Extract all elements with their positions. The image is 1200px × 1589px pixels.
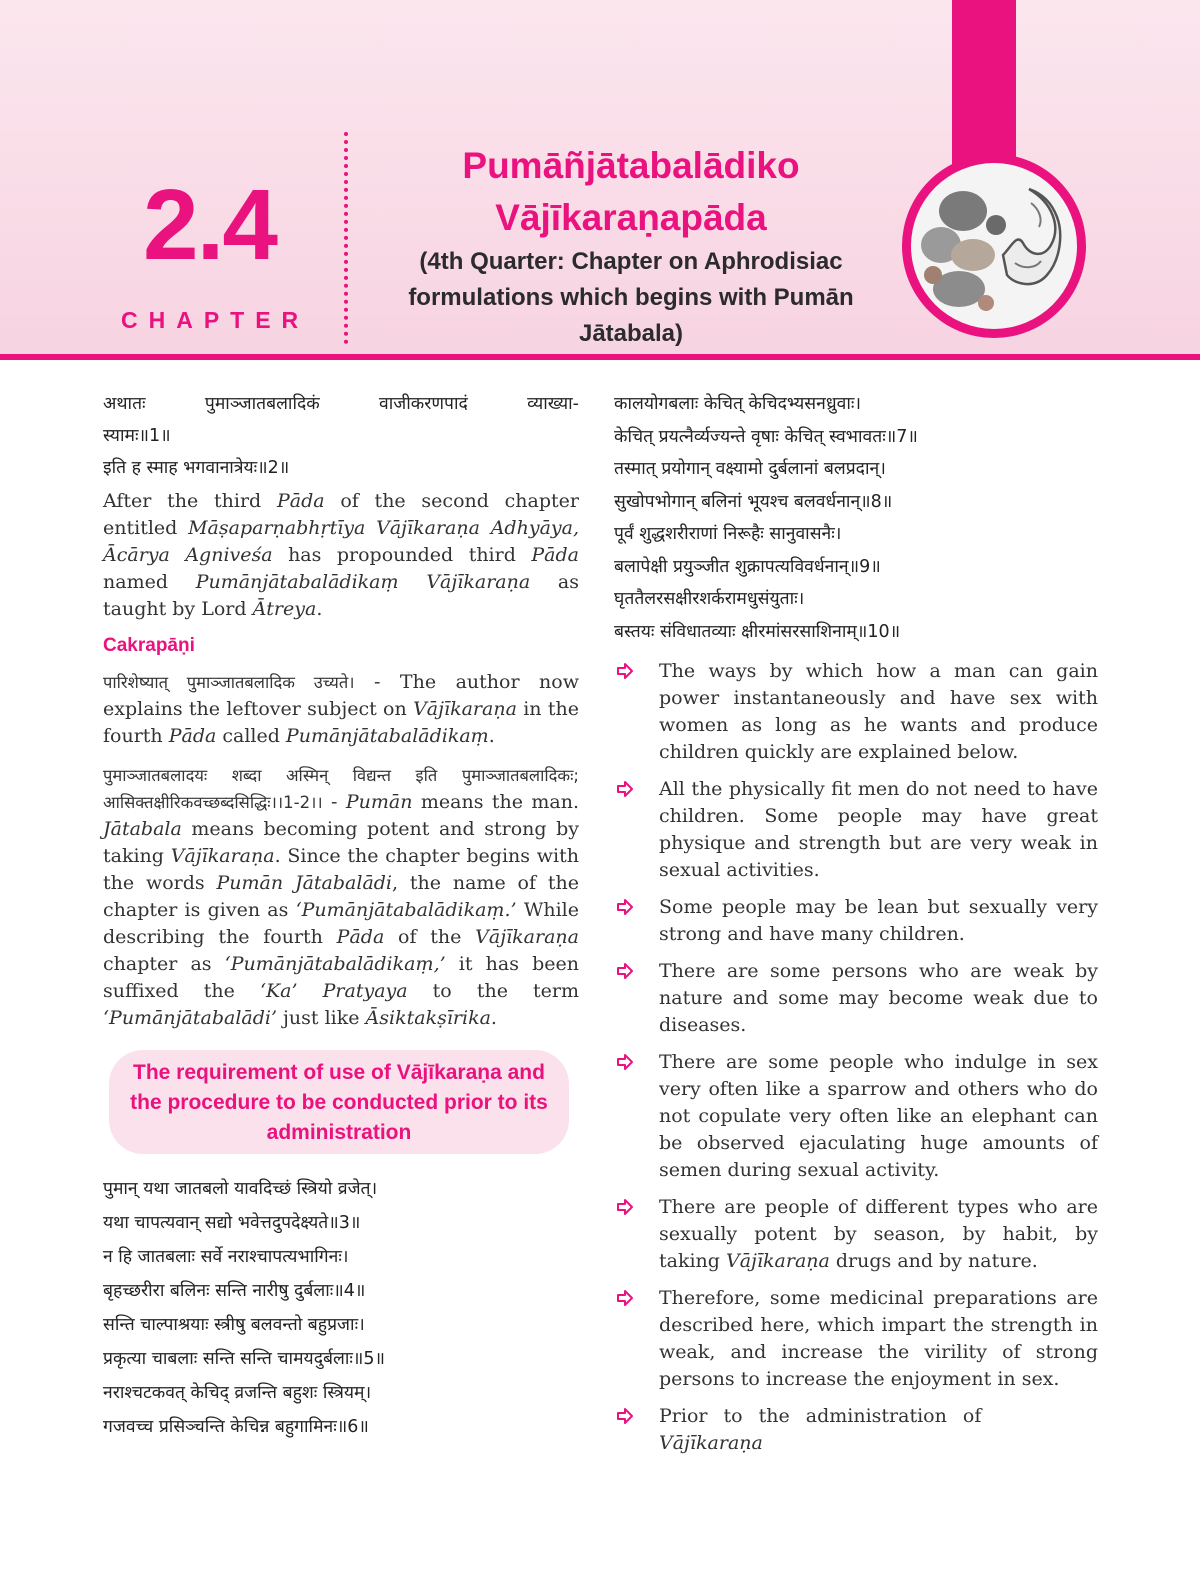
bullet-item: [614, 1049, 1098, 1184]
italic-term: Āsiktakṣīrika: [365, 1007, 491, 1029]
bullet-text: There are some people who indulge in sex very often like a sparrow and others who do not copulate very often like an elephant can be observed ejaculating huge amounts of semen during sexual activity.: [659, 1051, 1098, 1181]
bullet-text: Some people may be lean but sexually very strong and have many children.: [659, 896, 1098, 945]
section-heading-line: the procedure to be conducted prior to its: [130, 1091, 548, 1114]
italic-term: Vājīkaraṇa: [170, 845, 275, 867]
text-run: , the name of the chapter is given as: [103, 872, 579, 921]
bullet-text: [659, 1194, 1098, 1275]
chapter-emblem-image: [902, 154, 1086, 338]
arrow-bullet-icon: [616, 662, 634, 680]
italic-term: Pumānjātabalādikaṃ Vājīkaraṇa: [195, 571, 531, 593]
text-run: named: [103, 571, 196, 593]
text-run: drugs and by nature.: [829, 1250, 1038, 1272]
text-run: .: [490, 1007, 497, 1029]
text-run: to the term: [407, 980, 579, 1002]
commentary-paragraph-2: [103, 762, 579, 1032]
verse-line: कालयोगबलाः केचित् केचिदभ्यसनध्रुवाः।: [614, 394, 862, 414]
verse-1-line-b: स्यामः॥1॥: [103, 426, 171, 446]
section-heading-line: The requirement of use of Vājīkaraṇa and: [133, 1061, 545, 1084]
verse-line: बृहच्छरीरा बलिनः सन्ति नारीषु दुर्बलाः॥4॥: [103, 1281, 366, 1301]
italic-term: Pāda: [276, 490, 325, 512]
verse-line: नराश्चटकवत् केचिद् व्रजन्ति बहुशः स्त्रियम्।: [103, 1383, 372, 1403]
text-run: means the man.: [412, 791, 579, 813]
left-column: [103, 388, 579, 1444]
bullet-item: [614, 776, 1098, 884]
arrow-bullet-icon: [616, 1053, 634, 1071]
verse-block-3-6: [103, 1172, 579, 1444]
chapter-number: 2.4: [143, 169, 277, 281]
italic-term: ‘Pumānjātabalādikaṃ.’: [295, 899, 517, 921]
chapter-label: CHAPTER: [121, 307, 310, 333]
text-run: . Since the chapter begins with the words: [103, 845, 579, 894]
text-run: of the second chapter entitled: [103, 490, 579, 539]
section-heading-box: [109, 1050, 569, 1154]
chapter-subtitle-line1: (4th Quarter: Chapter on Aphrodisiac: [419, 248, 843, 275]
italic-term: Jātabala: [103, 818, 182, 840]
italic-term: Vājīkaraṇa: [659, 1432, 763, 1454]
text-run: means becoming potent and strong by taking: [103, 818, 579, 867]
text-run: -: [322, 791, 346, 813]
right-column: [614, 388, 1098, 1457]
chapter-title-block: [366, 140, 896, 352]
bullet-item: [614, 1403, 1098, 1457]
bullet-text: There are some persons who are weak by nature and some may become weak due to diseases.: [659, 960, 1098, 1036]
verse-line: तस्मात् प्रयोगान् वक्ष्यामो दुर्बलानां बलप्रदान्।: [614, 459, 886, 479]
intro-paragraph: [103, 488, 579, 623]
verse-line: न हि जातबलाः सर्वे नराश्चापत्यभागिनः।: [103, 1247, 349, 1267]
verse-word: वाजीकरणपादं: [379, 394, 468, 414]
text-run: called: [216, 725, 286, 747]
italic-term: Pumānjātabalādikaṃ: [285, 725, 489, 747]
text-run: has propounded third: [272, 544, 532, 566]
italic-term: ‘Pumānjātabalādikaṃ,’: [224, 953, 446, 975]
arrow-bullet-icon: [616, 1407, 634, 1425]
commentator-heading: Cakrapāṇi: [103, 635, 195, 656]
section-heading-line: administration: [266, 1121, 412, 1144]
text-run: as taught by Lord: [103, 571, 579, 620]
chapter-subtitle-line2: formulations which begins with Pumān: [408, 284, 854, 311]
sanskrit-quote: पारिशेष्यात् पुमाञ्जातबलादिक उच्यते।: [103, 673, 355, 692]
italic-term: Pumān: [345, 791, 413, 813]
text-run: just like: [277, 1007, 366, 1029]
verse-line: पुमान् यथा जातबलो यावदिच्छं स्त्रियो व्रजेत्।: [103, 1179, 378, 1199]
italic-term: Pāda: [168, 725, 217, 747]
italic-term: Vājīkaraṇa: [413, 698, 517, 720]
verse-2: इति ह स्माह भगवानात्रेयः॥2॥: [103, 458, 290, 478]
italic-term: ‘Ka’ Pratyaya: [259, 980, 408, 1002]
chapter-title-line1: Pumāñjātabalādiko: [462, 145, 800, 186]
italic-term: ‘Pumānjātabalādi’: [103, 1007, 277, 1029]
text-run: of the: [384, 926, 476, 948]
bullet-text: Therefore, some medicinal preparations are described here, which impart the strength in weak, and increase the virility of strong persons to increase the enjoyment in sex.: [659, 1287, 1098, 1390]
chapter-title-line2: Vājīkaraṇapāda: [495, 197, 767, 238]
verse-block-7-10: [614, 388, 1098, 648]
dotted-divider: [344, 132, 348, 344]
verse-line: यथा चापत्यवान् सद्यो भवेत्तदुपदेक्ष्यते॥3॥: [103, 1213, 361, 1233]
italic-term: Pumān Jātabalādi: [216, 872, 393, 894]
italic-term: Pāda: [531, 544, 579, 566]
verse-1-line-a: [103, 388, 579, 420]
verse-word: पुमाञ्जातबलादिकं: [204, 394, 320, 414]
verse-line: प्रकृत्या चाबलाः सन्ति सन्ति चामयदुर्बलाः॥5॥: [103, 1349, 386, 1369]
italic-term: Māṣaparṇabhṛtīya Vājīkaraṇa Adhyāya, Ācārya Agniveśa: [103, 517, 579, 566]
verse-word: अथातः: [103, 394, 146, 414]
arrow-bullet-icon: [616, 1198, 634, 1216]
verse-line: बस्तयः संविधातव्याः क्षीरमांसरसाशिनाम्॥10॥: [614, 621, 901, 642]
verse-line: सन्ति चाल्पाश्रयाः स्त्रीषु बलवन्तो बहुप्रजाः।: [103, 1315, 365, 1335]
bookmark-ribbon: [952, 0, 1016, 170]
verse-line: सुखोपभोगान् बलिनां भूयश्च बलवर्धनान्॥8॥: [614, 491, 893, 512]
chapter-header: [0, 0, 1200, 358]
bullet-text: The ways by which how a man can gain power instantaneously and have sex with women as long as he wants and produce children quickly are explained below.: [659, 660, 1098, 763]
text-run: - The author now explains the leftover subject on: [103, 671, 579, 720]
arrow-bullet-icon: [616, 780, 634, 798]
arrow-bullet-icon: [616, 898, 634, 916]
bullet-text: All the physically fit men do not need to have children. Some people may have great physique and strength but are very weak in sexual activities.: [659, 778, 1098, 881]
verse-line: गजवच्च प्रसिञ्चन्ति केचिन्न बहुगामिनः॥6॥: [103, 1417, 369, 1437]
bullet-item: [614, 658, 1098, 766]
text-run: After the third: [103, 490, 277, 512]
verse-word: व्याख्या-: [527, 394, 579, 414]
italic-term: Vājīkaraṇa: [726, 1250, 830, 1272]
sanskrit-quote: पुमाञ्जातबलादयः शब्दा अस्मिन् विद्यन्त इति पुमाञ्जातबलादिकः; आसिक्तक्षीरिकवच्छब्दसिद्धिः।।1-2।।: [103, 766, 579, 812]
arrow-bullet-icon: [616, 962, 634, 980]
text-run: While describing the fourth: [103, 899, 579, 948]
italic-term: Ātreya: [252, 598, 317, 620]
verse-line: केचित् प्रयत्नैर्व्यज्यन्ते वृषाः केचित् स्वभावतः॥7॥: [614, 426, 918, 447]
chapter-subtitle-line3: Jātabala): [578, 320, 684, 347]
verse-line: बलापेक्षी प्रयुञ्जीत शुक्रापत्यविवर्धनान्॥9॥: [614, 556, 881, 577]
text-run: .: [488, 725, 495, 747]
verse-line: घृततैलरसक्षीरशर्करामधुसंयुताः।: [614, 589, 805, 609]
text-run: in the fourth: [103, 698, 579, 747]
bullet-item: [614, 1285, 1098, 1393]
verse-line: पूर्वं शुद्धशरीराणां निरूहैः सानुवासनैः।: [614, 524, 842, 544]
bullet-item: [614, 958, 1098, 1039]
italic-term: Vājīkaraṇa: [475, 926, 579, 948]
bullet-text: [659, 1403, 1098, 1457]
text-run: There are people of different types who are sexually potent by season, by habit, by taking: [659, 1196, 1098, 1272]
text-run: .: [316, 598, 323, 620]
text-run: it has been suffixed the: [103, 953, 579, 1002]
text-run: Prior to the administration of: [659, 1405, 982, 1427]
header-divider: [0, 354, 1200, 360]
bullet-item: [614, 894, 1098, 948]
bullet-item: [614, 1194, 1098, 1275]
emblem-illustration-icon: [911, 163, 1077, 329]
text-run: chapter as: [103, 953, 225, 975]
arrow-bullet-icon: [616, 1289, 634, 1307]
commentary-paragraph-1: [103, 669, 579, 750]
italic-term: Pāda: [336, 926, 385, 948]
